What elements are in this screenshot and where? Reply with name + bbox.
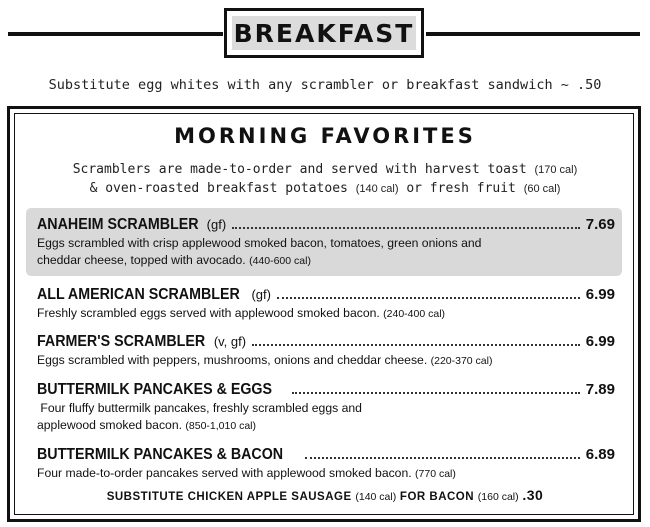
item-calories: (440-600 cal) <box>249 255 311 267</box>
item-description <box>37 305 615 323</box>
item-price: 7.69 <box>585 216 615 233</box>
item-price: 6.99 <box>585 286 615 303</box>
item-header <box>37 446 615 464</box>
intro-calories: (170 cal) <box>534 164 578 176</box>
item-calories: (850-1,010 cal) <box>185 420 257 432</box>
footer-text: FOR BACON <box>399 491 475 503</box>
item-calories: (770 cal) <box>415 468 456 480</box>
intro-calories: (60 cal) <box>523 183 561 195</box>
item-description-line-1: Four made-to-order pancakes served with applewood smoked bacon. <box>37 466 412 480</box>
item-description <box>37 400 615 435</box>
intro-line-2 <box>0 181 650 196</box>
dot-leader <box>232 227 580 229</box>
item-calories: (220-370 cal) <box>430 355 493 367</box>
item-price: 6.99 <box>585 333 615 350</box>
footer-price: .30 <box>522 487 544 503</box>
footer-calories: (160 cal) <box>477 491 519 503</box>
header-rule-left <box>8 32 223 36</box>
item-header <box>37 216 615 234</box>
item-header <box>37 333 615 351</box>
sausage-substitution-note <box>0 487 650 503</box>
item-name: ANAHEIM SCRAMBLER <box>37 216 199 233</box>
header-rule-right <box>426 32 640 36</box>
footer-calories: (140 cal) <box>355 491 397 503</box>
menu-item-buttermilk-pancakes-bacon <box>37 446 615 483</box>
footer-text: SUBSTITUTE CHICKEN APPLE SAUSAGE <box>106 491 352 503</box>
menu-item-anaheim-scrambler <box>37 216 615 270</box>
intro-text: Scramblers are made-to-order and served with harvest toast <box>72 162 527 177</box>
item-name: BUTTERMILK PANCAKES & BACON <box>37 446 284 463</box>
item-header <box>37 286 615 304</box>
intro-line-1 <box>0 162 650 177</box>
header-inner <box>232 16 416 50</box>
item-tag: (gf) <box>206 217 227 232</box>
item-description-line-2: cheddar cheese, topped with avocado. <box>37 253 246 267</box>
item-description <box>37 352 615 370</box>
dot-leader <box>305 457 580 459</box>
dot-leader <box>252 344 580 346</box>
menu-item-buttermilk-pancakes-eggs <box>37 381 615 435</box>
item-tag: (gf) <box>251 287 271 302</box>
header-box <box>224 8 424 58</box>
item-price: 7.89 <box>585 381 615 398</box>
intro-calories: (140 cal) <box>355 183 399 195</box>
item-header <box>37 381 615 399</box>
item-description-line-1: Four fluffy buttermilk pancakes, freshly scrambled eggs and <box>37 401 362 415</box>
intro-text: & oven-roasted breakfast potatoes <box>89 181 348 196</box>
dot-leader <box>292 392 579 394</box>
item-description-line-1: Eggs scrambled with crisp applewood smoked bacon, tomatoes, green onions and <box>37 236 482 250</box>
page-title: BREAKFAST <box>233 18 415 48</box>
menu-item-all-american-scrambler <box>37 286 615 323</box>
intro-text: or fresh fruit <box>406 181 516 196</box>
substitution-note: Substitute egg whites with any scrambler or breakfast sandwich ~ .50 <box>48 77 602 93</box>
item-name: BUTTERMILK PANCAKES & EGGS <box>37 381 273 398</box>
item-description-line-1: Eggs scrambled with peppers, mushrooms, onions and cheddar cheese. <box>37 353 428 367</box>
menu-item-farmers-scrambler <box>37 333 615 370</box>
item-description <box>37 465 615 483</box>
section-title: MORNING FAVORITES <box>174 124 476 148</box>
item-calories: (240-400 cal) <box>383 308 446 320</box>
item-price: 6.89 <box>585 446 615 463</box>
item-name: ALL AMERICAN SCRAMBLER <box>37 286 240 303</box>
item-description-line-1: Freshly scrambled eggs served with applewood smoked bacon. <box>37 306 380 320</box>
item-description <box>37 235 615 270</box>
item-tag: (v, gf) <box>213 334 247 349</box>
dot-leader <box>277 297 580 299</box>
item-description-line-2: applewood smoked bacon. <box>37 418 182 432</box>
item-name: FARMER'S SCRAMBLER <box>37 333 206 350</box>
